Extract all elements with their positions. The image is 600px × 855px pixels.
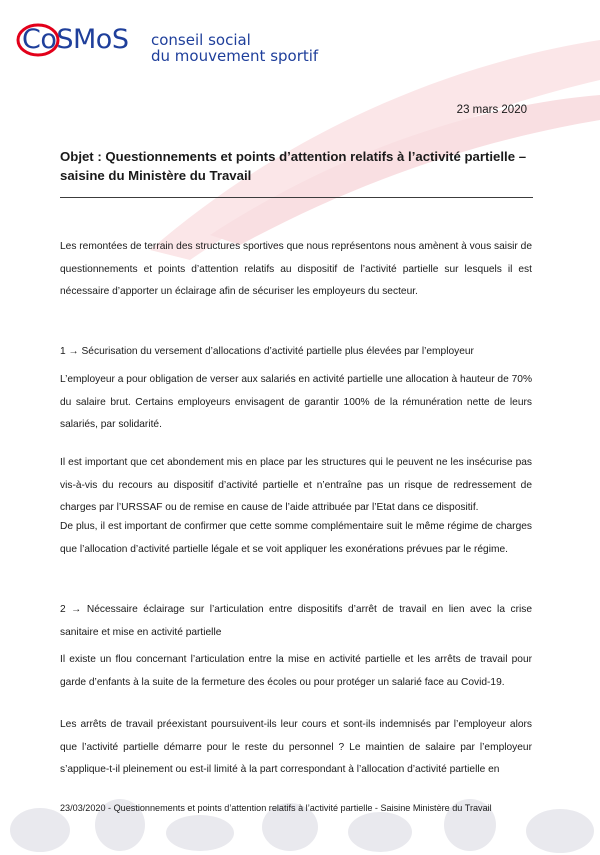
section-1-paragraph-3: De plus, il est important de confirmer que cette somme complémentaire suit le même régime de charges que l’allocation d’activité partielle légale et se voit appliquer les exonérations prévues par le régime.	[60, 521, 532, 555]
logo-wordmark: CoSMoS	[22, 24, 129, 55]
cosmos-logo	[22, 26, 128, 53]
section-2-heading: 2 → Nécessaire éclairage sur l’articulation entre dispositifs d’arrêt de travail en lien avec la crise sanitaire et mise en activité partielle	[60, 604, 532, 638]
logo-subtitle-line1: conseil social	[151, 31, 251, 49]
subject-divider	[60, 197, 533, 198]
logo-subtitle	[151, 32, 318, 64]
logo-subtitle-line2: du mouvement sportif	[151, 47, 319, 65]
page-footer: 23/03/2020 - Questionnements et points d’attention relatifs à l’activité partielle - Saisine Ministère du Travail	[60, 803, 492, 813]
section-1-paragraph-2: Il est important que cet abondement mis en place par les structures qui le peuvent ne les insécurise pas vis-à-vis du recours au dispositif d’activité partielle et n’entraîne pas un risque de redressement de charges par l’URSSAF ou de remise en cause de l’aide attribuée par l’Etat dans ce dispositif.	[60, 457, 532, 513]
footer-silhouettes	[0, 775, 600, 855]
section-1-paragraph-1: L’employeur a pour obligation de verser aux salariés en activité partielle une allocation à hauteur de 70% du salaire brut. Certains employeurs envisagent de garantir 100% de la rémunération nette de leurs salariés, par solidarité.	[60, 374, 532, 430]
section-2-paragraph-2: Les arrêts de travail préexistant poursuivent-ils leur cours et sont-ils indemnisés par l’employeur alors que l’activité partielle démarre pour le reste du personnel ? Le maintien de salaire par l’employeur s’applique-t-il pleinement ou est-il limité à la part correspondant à l’allocation d’activité partielle en	[60, 719, 532, 775]
subject-line: Objet : Questionnements et points d’attention relatifs à l’activité partielle – saisine du Ministère du Travail	[60, 149, 527, 183]
section-2-paragraph-1: Il existe un flou concernant l’articulation entre la mise en activité partielle et les arrêts de travail pour garde d’enfants à la suite de la fermeture des écoles ou pour protéger un salarié face au Covid-19.	[60, 654, 532, 688]
document-date: 23 mars 2020	[456, 104, 527, 116]
section-1-heading: 1 → Sécurisation du versement d’allocations d’activité partielle plus élevées par l’employeur	[60, 346, 474, 357]
intro-paragraph: Les remontées de terrain des structures sportives que nous représentons nous amènent à vous saisir de questionnements et points d’attention relatifs au dispositif de l’activité partielle sur lesquels il est nécessaire d’apporter un éclairage afin de sécuriser les employeurs du secteur.	[60, 241, 532, 297]
